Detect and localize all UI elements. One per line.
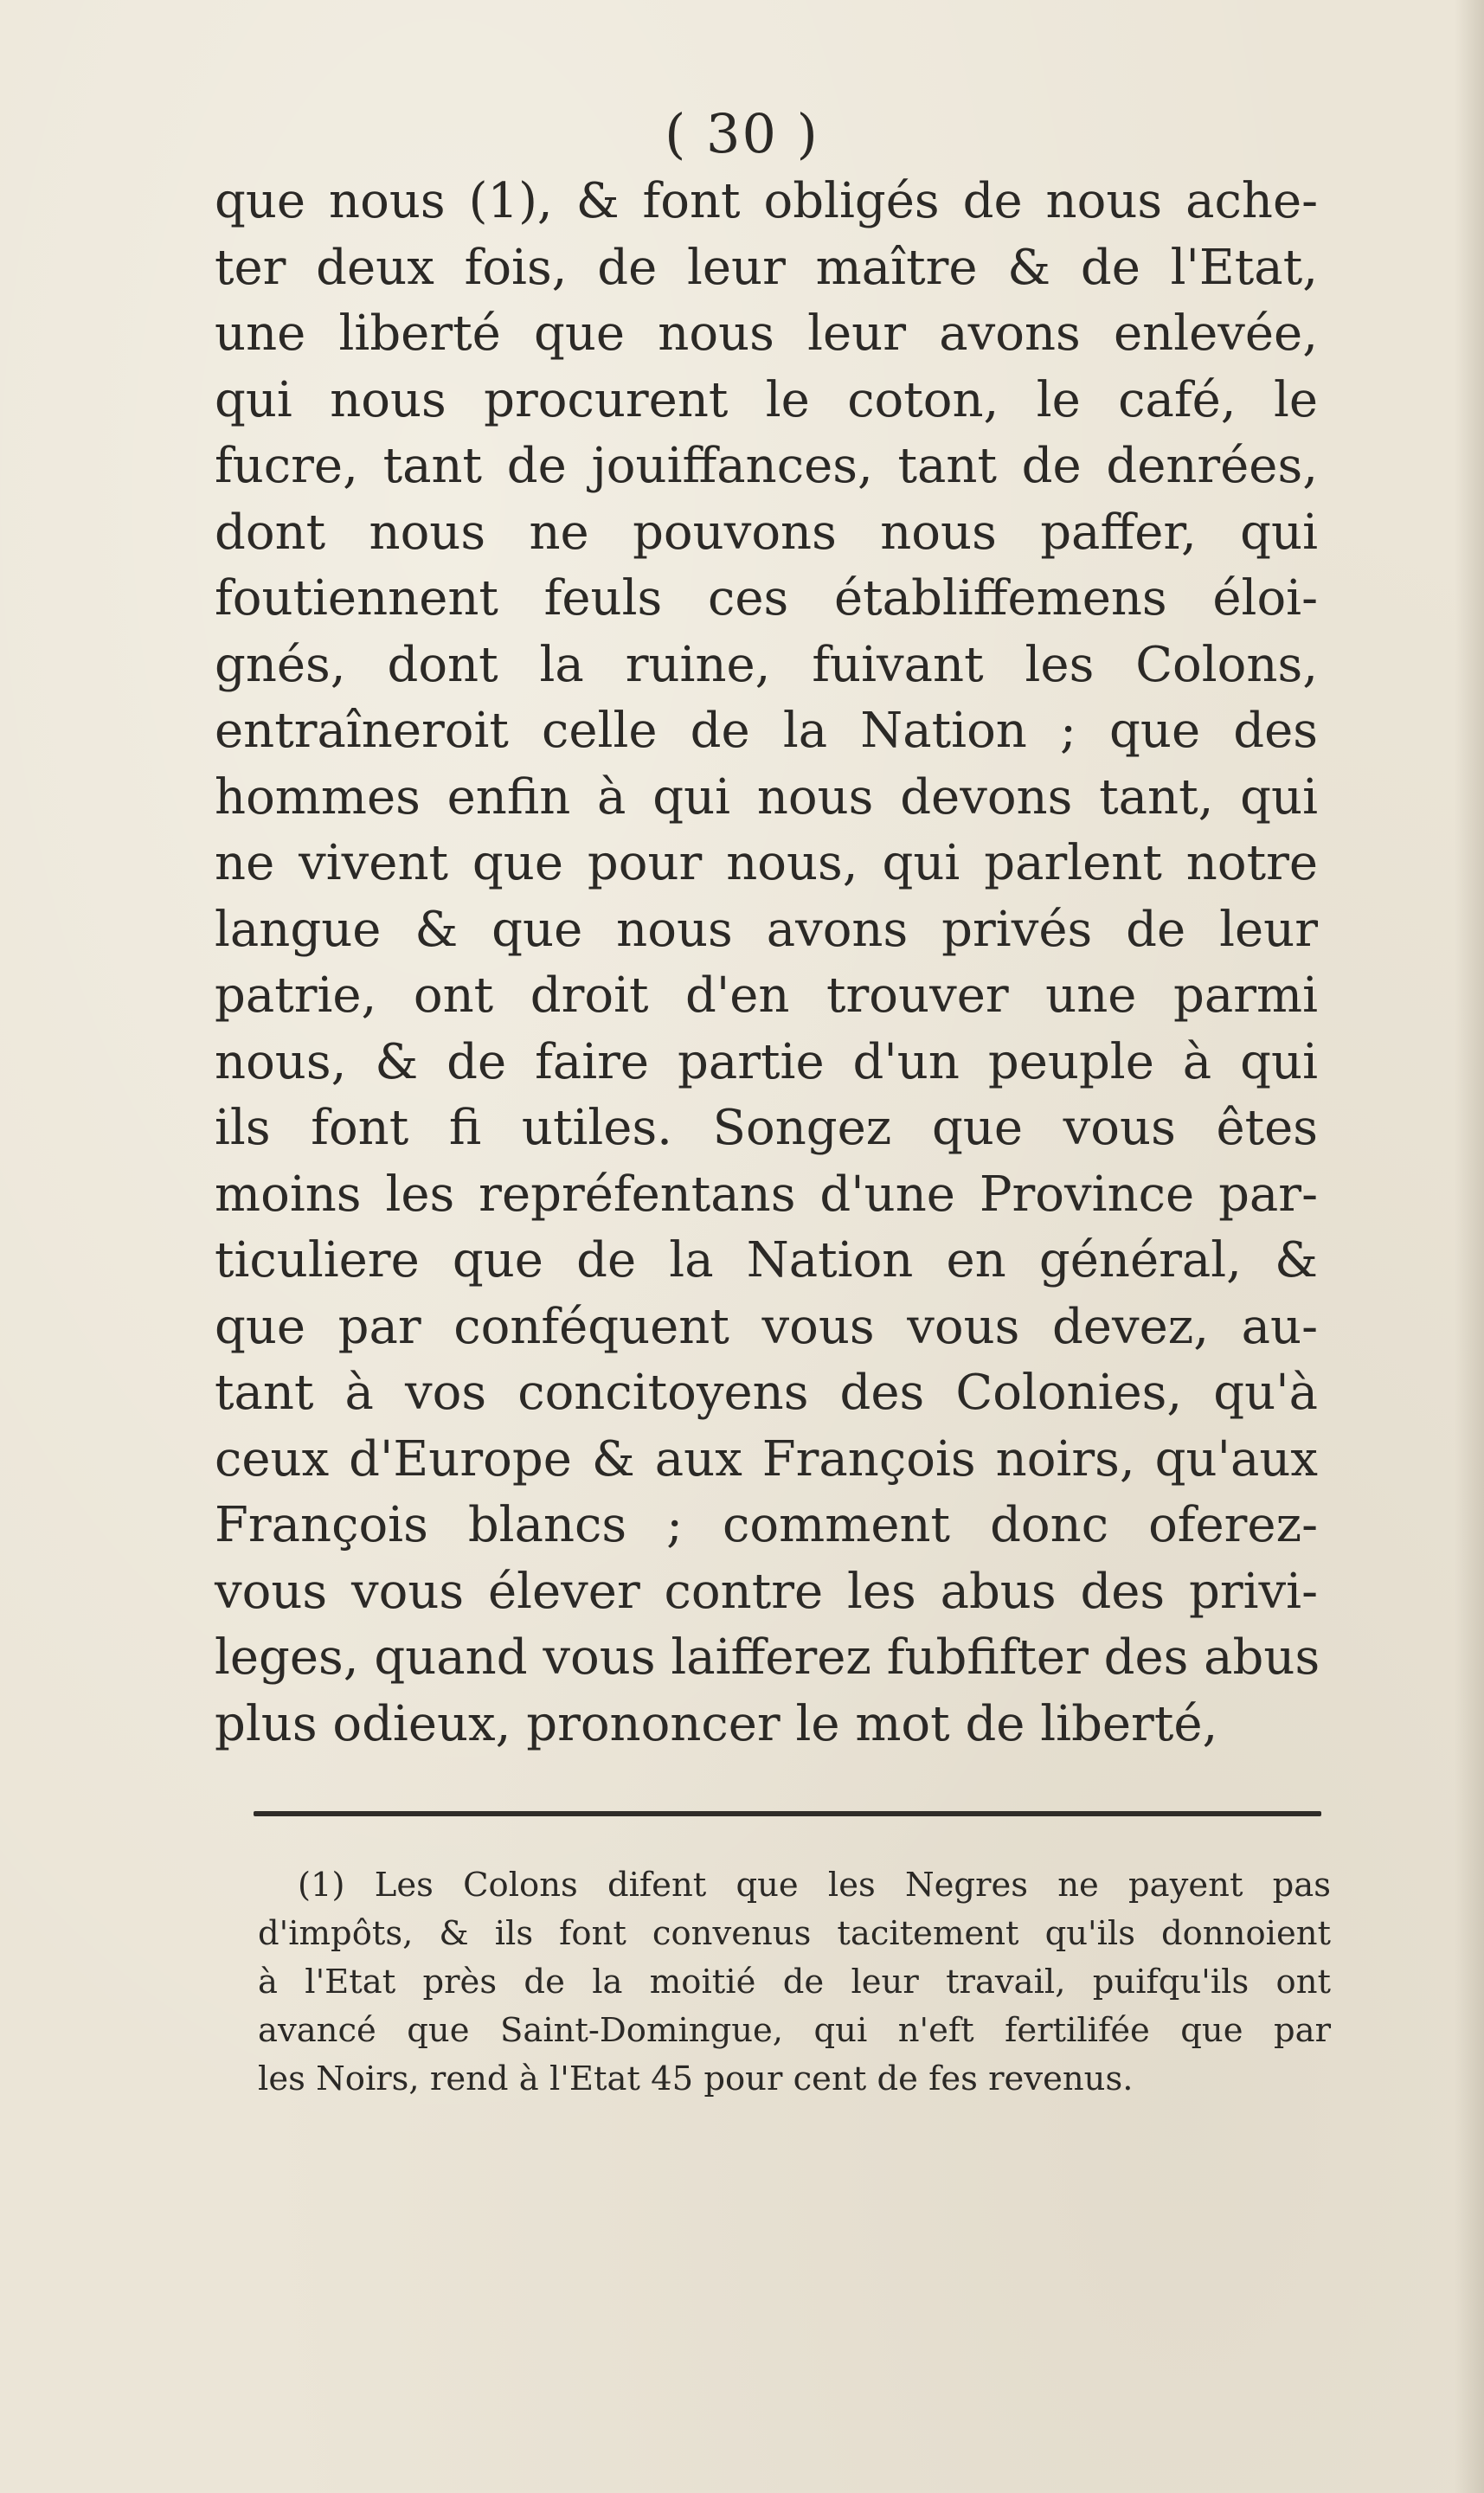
page-number: ( 30 ) <box>665 102 819 165</box>
text-line: vous vous élever contre les abus des privi- <box>215 1563 1318 1620</box>
text-line: fucre, tant de jouiffances, tant de denrées, <box>215 438 1318 494</box>
footnote-divider <box>254 1811 1321 1816</box>
main-text-block <box>215 169 1318 1757</box>
footnote-line: d'impôts, & ils font convenus tacitement qu'ils donnoient <box>258 1914 1331 1953</box>
text-line: dont nous ne pouvons nous paffer, qui <box>215 504 1318 561</box>
text-line: que nous (1), & font obligés de nous ache- <box>215 173 1318 229</box>
text-line: entraîneroit celle de la Nation ; que des <box>215 703 1318 759</box>
text-line: ter deux fois, de leur maître & de l'Etat, <box>215 239 1318 296</box>
text-line: gnés, dont la ruine, fuivant les Colons, <box>215 636 1318 693</box>
text-line: ils font fi utiles. Songez que vous êtes <box>215 1100 1318 1156</box>
footnote-line: avancé que Saint-Domingue, qui n'eft fertilifée que par <box>258 2011 1331 2050</box>
text-line: foutiennent feuls ces établiffemens éloi- <box>215 570 1318 626</box>
text-line: tant à vos concitoyens des Colonies, qu'à <box>215 1365 1318 1421</box>
text-line: hommes enfin à qui nous devons tant, qui <box>215 768 1318 826</box>
page-edge-shadow <box>1455 0 1484 2493</box>
text-line: leges, quand vous laifferez fubfifter des abus <box>215 1629 1320 1686</box>
footnote-line: (1) Les Colons difent que les Negres ne payent pas <box>298 1866 1331 1905</box>
text-line: ne vivent que pour nous, qui parlent notre <box>215 835 1318 891</box>
footnote-line: les Noirs, rend à l'Etat 45 pour cent de fes revenus. <box>258 2059 1134 2098</box>
text-line: moins les repréfentans d'une Province par- <box>215 1166 1318 1223</box>
text-line: nous, & de faire partie d'un peuple à qui <box>215 1033 1318 1090</box>
footnote-line: à l'Etat près de la moitié de leur travail, puifqu'ils ont <box>258 1963 1331 2001</box>
text-line: langue & que nous avons privés de leur <box>215 901 1318 958</box>
footnote-block <box>258 1861 1331 2104</box>
text-line: plus odieux, prononcer le mot de liberté, <box>215 1695 1218 1752</box>
text-line: François blancs ; comment donc oferez- <box>215 1497 1318 1553</box>
text-line: ceux d'Europe & aux François noirs, qu'aux <box>215 1430 1318 1487</box>
text-line: une liberté que nous leur avons enlevée, <box>215 305 1318 362</box>
text-line: qui nous procurent le coton, le café, le <box>215 371 1318 428</box>
text-line: que par conféquent vous vous devez, au- <box>215 1298 1318 1355</box>
text-line: patrie, ont droit d'en trouver une parmi <box>215 967 1318 1024</box>
text-line: ticuliere que de la Nation en général, & <box>215 1232 1318 1288</box>
